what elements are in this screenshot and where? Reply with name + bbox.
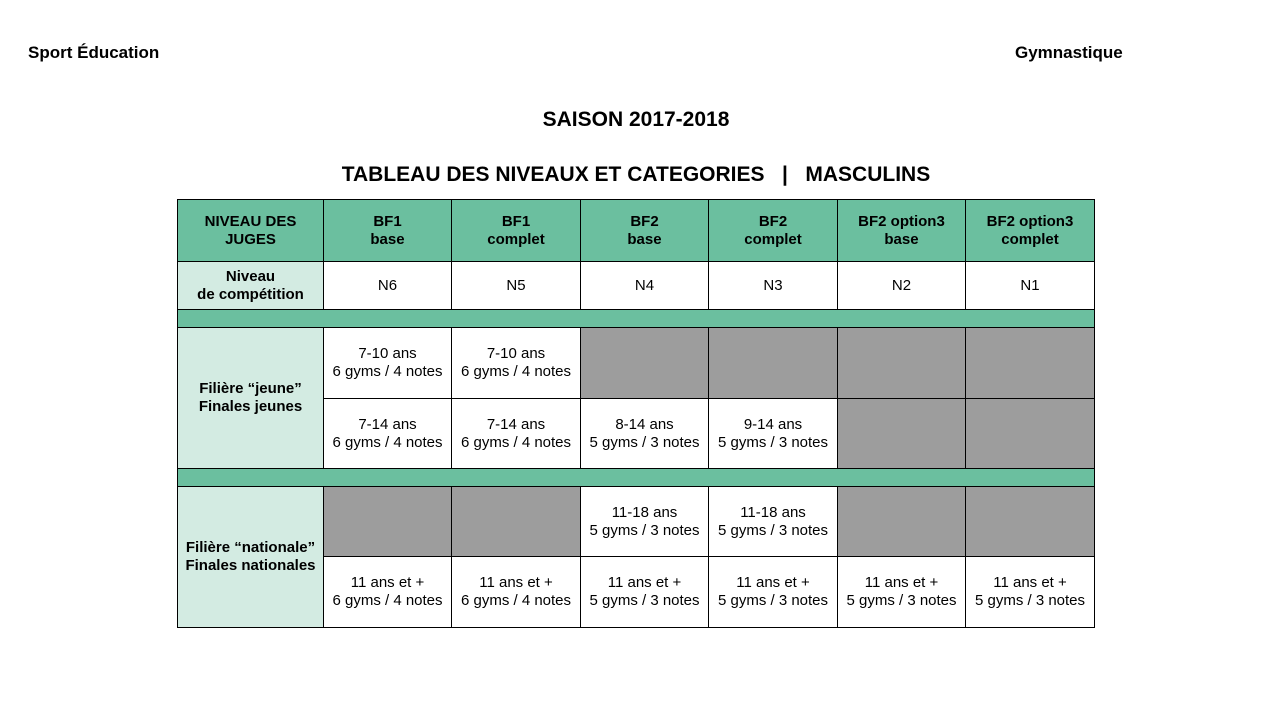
unavailable-cell [838,399,966,469]
filiere-jeune-label [178,328,324,469]
competition-label-line1: Niveau [225,267,276,285]
column-header [324,200,452,262]
column-header-line1: BF2 [630,212,659,230]
category-format: 5 gyms / 3 notes [846,592,957,609]
filiere-nationale-line2: Finales nationales [185,557,316,574]
filiere-jeune-line2: Finales jeunes [198,398,303,415]
category-cell [452,328,581,399]
category-cell [709,487,838,557]
column-header [581,200,709,262]
column-header-line1: BF2 option3 [858,212,945,230]
judges-level-header-row [178,200,1095,262]
unavailable-cell [324,487,452,557]
category-format: 5 gyms / 3 notes [717,433,829,451]
category-cell [838,557,966,628]
category-age: 11 ans et + [864,574,939,591]
category-format: 5 gyms / 3 notes [589,521,700,539]
category-age: 11-18 ans [740,503,806,521]
competition-level-row [178,262,1095,310]
column-header-line2: complet [1001,230,1059,248]
column-header-line2: complet [744,230,802,248]
competition-level-cell: N6 [324,262,452,310]
unavailable-cell [452,487,581,557]
unavailable-cell [581,328,709,399]
levels-categories-table [177,199,1095,628]
category-format: 5 gyms / 3 notes [974,592,1086,609]
unavailable-cell [838,487,966,557]
category-age: 7-10 ans [358,345,417,362]
category-cell [324,557,452,628]
category-format: 5 gyms / 3 notes [589,592,700,609]
category-age: 8-14 ans [615,415,674,433]
separator-row [178,310,1095,328]
unavailable-cell [709,328,838,399]
column-header [709,200,838,262]
unavailable-cell [966,399,1095,469]
category-format: 5 gyms / 3 notes [717,521,829,539]
column-header-line2: base [627,230,662,248]
column-header-line1: BF1 [373,212,402,230]
category-cell [581,399,709,469]
column-header-line1: BF2 option3 [986,212,1074,230]
judges-level-line2: JUGES [225,230,276,248]
competition-level-cell: N3 [709,262,838,310]
category-age: 11 ans et + [479,574,553,591]
category-format: 6 gyms / 4 notes [460,592,572,609]
competition-level-cell: N2 [838,262,966,310]
category-cell [709,557,838,628]
unavailable-cell [838,328,966,399]
nationale-row-1 [178,487,1095,557]
filiere-jeune-line1: Filière “jeune” [199,380,302,397]
category-cell [709,399,838,469]
competition-level-cell: N1 [966,262,1095,310]
category-cell [966,557,1095,628]
competition-label-line2: de compétition [197,285,304,303]
header-gymnastique: Gymnastique [1015,43,1123,62]
header-sport-education: Sport Éducation [28,43,160,62]
column-header [452,200,581,262]
column-header-line2: base [370,230,405,248]
category-age: 11 ans et + [607,574,682,591]
separator-bar [178,310,1095,328]
category-format: 6 gyms / 4 notes [460,363,572,380]
category-age: 11-18 ans [611,503,678,521]
separator-row [178,469,1095,487]
category-format: 6 gyms / 4 notes [332,592,443,609]
category-age: 11 ans et + [350,574,425,591]
unavailable-cell [966,487,1095,557]
category-age: 11 ans et + [993,574,1067,591]
table-title: TABLEAU DES NIVEAUX ET CATEGORIES | MASCULINS [341,163,931,186]
category-age: 7-14 ans [358,415,417,433]
column-header-line2: base [884,230,919,248]
filiere-nationale-line1: Filière “nationale” [185,539,316,556]
category-format: 5 gyms / 3 notes [589,433,700,451]
column-header [966,200,1095,262]
competition-level-cell: N5 [452,262,581,310]
unavailable-cell [966,328,1095,399]
category-format: 6 gyms / 4 notes [332,433,443,451]
judges-level-header [178,200,324,262]
category-format: 5 gyms / 3 notes [717,592,829,609]
column-header [838,200,966,262]
category-cell [452,557,581,628]
filiere-nationale-label [178,487,324,628]
category-format: 6 gyms / 4 notes [460,433,572,451]
competition-level-label [178,262,324,310]
category-age: 7-14 ans [486,415,546,433]
category-age: 9-14 ans [743,415,803,433]
category-cell [581,557,709,628]
category-format: 6 gyms / 4 notes [332,363,443,380]
category-age: 11 ans et + [736,574,810,591]
category-cell [324,328,452,399]
column-header-line1: BF2 [758,212,788,230]
category-cell [324,399,452,469]
category-cell [581,487,709,557]
category-age: 7-10 ans [486,345,546,362]
category-cell [452,399,581,469]
column-header-line2: complet [487,230,545,248]
separator-bar [178,469,1095,487]
jeune-row-1 [178,328,1095,399]
competition-level-cell: N4 [581,262,709,310]
season-title: SAISON 2017-2018 [542,108,730,131]
judges-level-line1: NIVEAU DES [204,212,297,230]
column-header-line1: BF1 [501,212,531,230]
